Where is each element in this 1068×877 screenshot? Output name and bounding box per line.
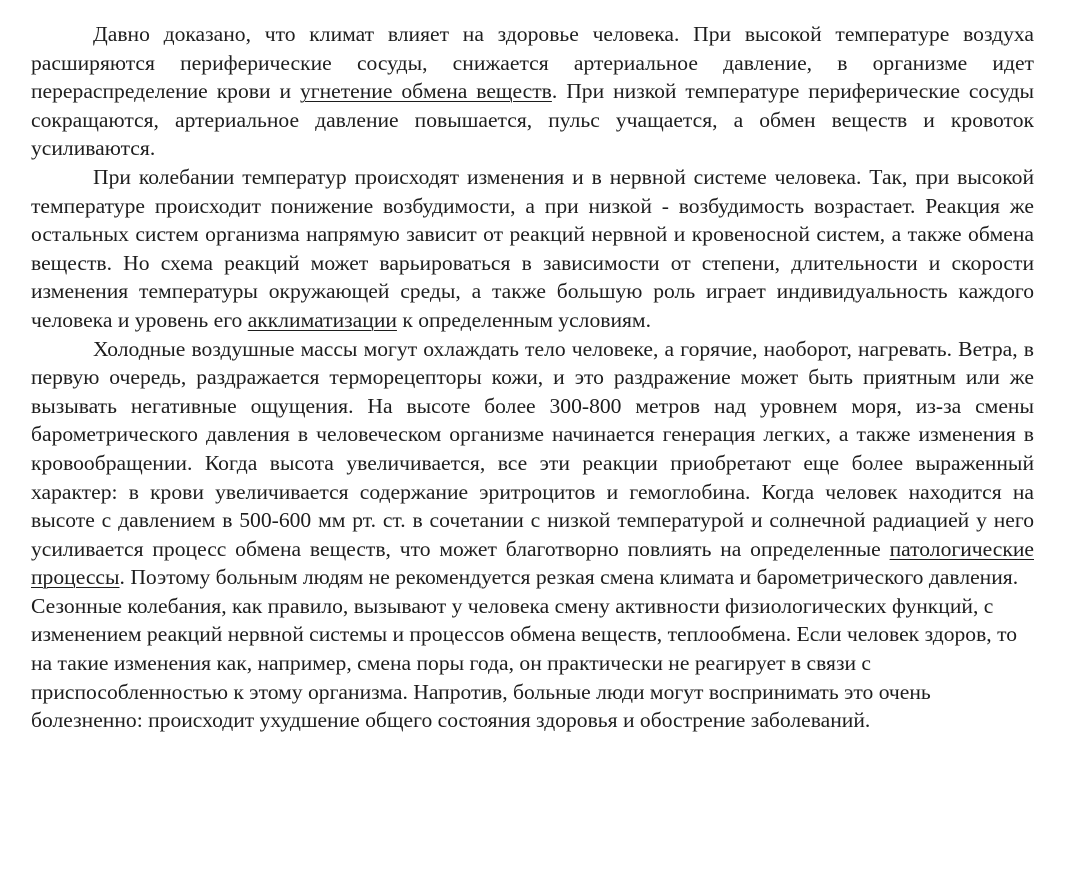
paragraph-text: При колебании температур происходят изменения и в нервной системе человека. Так, при высокой температуре происходит понижение возбудимости, а при низкой - возбудимость возрастает. Реакция же остальных систем организма напрямую зависит от реакций нервной и кровеносной систем, а также обмена веществ. Но схема реакций может варьироваться в зависимости от степени, длительности и скорости изменения температуры окружающей среды, а также большую роль играет индивидуальность каждого человека и уровень его: [31, 164, 1034, 332]
paragraph-text: Сезонные колебания, как правило, вызывают у человека смену активности физиологических функций, с изменением реакций нервной системы и процессов обмена веществ, теплообмена. Если человек здоров, то на такие изменения как, например, смена поры года, он практически не реагирует в связи с приспособленностью к этому организма. Напротив, больные люди могут воспринимать это очень болезненно: происходит ухудшение общего состояния здоровья и обострение заболеваний.: [31, 593, 1018, 733]
link-acclimatization[interactable]: акклиматизации: [247, 307, 397, 332]
paragraph-air-masses: [31, 335, 1034, 592]
paragraph-climate-effects: [31, 20, 1034, 163]
paragraph-seasonal-changes: [31, 592, 1041, 735]
paragraph-text: Холодные воздушные массы могут охлаждать тело человеке, а горячие, наоборот, нагревать. Ветра, в первую очередь, раздражается терморецепторы кожи, и это раздражение может быть приятным или же вызывать негативные ощущения. На высоте более 300-800 метров над уровнем моря, из-за смены барометрического давления в человеческом организме начинается генерация легких, а также изменения в кровообращении. Когда высота увеличивается, все эти реакции приобретают еще более выраженный характер: в крови увеличивается содержание эритроцитов и гемоглобина. Когда человек находится на высоте с давлением в 500-600 мм рт. ст. в сочетании с низкой температурой и солнечной радиацией у него усиливается процесс обмена веществ, что может благотворно повлиять на определенные: [31, 336, 1034, 561]
paragraph-text: . Поэтому больным людям не рекомендуется резкая смена климата и барометрического давления.: [119, 565, 1019, 590]
paragraph-text: . При низкой температуре периферические сосуды сокращаются, артериальное давление повышается, пульс учащается, а обмен веществ и кровоток усиливаются.: [31, 79, 1034, 161]
paragraph-nervous-system: [31, 163, 1034, 335]
link-pathological-processes[interactable]: патологические процессы: [31, 536, 1034, 590]
paragraph-text: к определенным условиям.: [396, 307, 651, 332]
paragraph-text: Давно доказано, что климат влияет на здоровье человека. При высокой температуре воздуха расширяются периферические сосуды, снижается артериальное давление, в организме идет перераспределение крови и: [31, 22, 1034, 104]
link-metabolism-inhibition[interactable]: угнетение обмена веществ: [299, 79, 552, 104]
document-body: [31, 20, 1034, 735]
